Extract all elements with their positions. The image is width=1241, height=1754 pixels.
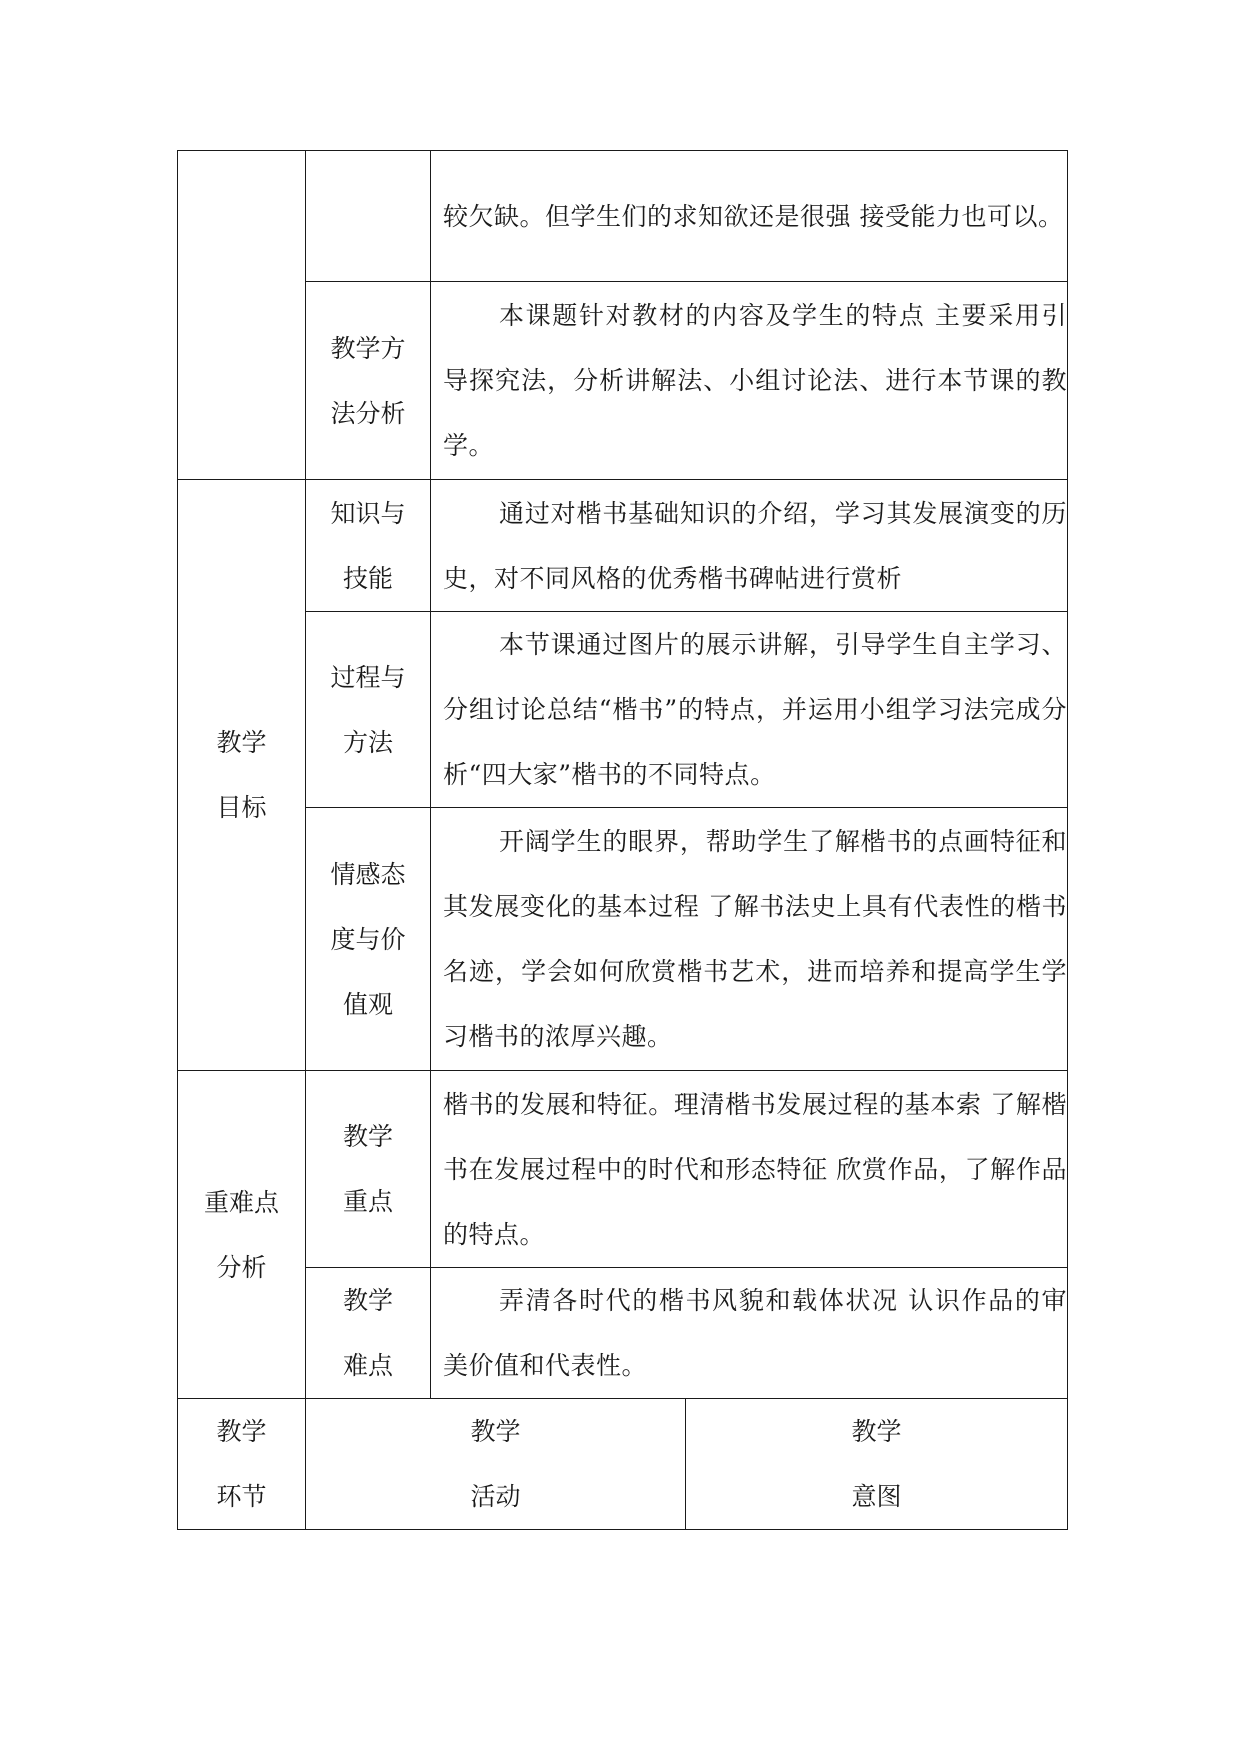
goal-text: 开阔学生的眼界，帮助学生了解楷书的点画特征和其发展变化的基本过程 了解书法史上具有代表性的楷书名迹，学会如何欣赏楷书艺术，进而培养和提高学生学习楷书的浓厚兴趣。 [443,827,1068,1051]
footer-col1: 教学 环节 [216,1417,267,1511]
goal-label: 知识与 技能 [330,498,406,593]
content-cell [431,282,1068,480]
difficulties-category: 重难点 分析 [203,1187,279,1282]
difficulty-label: 教学 难点 [342,1286,393,1380]
goal-label: 过程与 方法 [330,662,406,757]
subcategory-cell [306,282,431,480]
goals-category: 教学 目标 [216,728,267,822]
content-cell [431,151,1068,282]
subcategory-cell [306,612,431,808]
goal-text: 通过对楷书基础知识的介绍，学习其发展演变的历史，对不同风格的优秀楷书碑帖进行赏析 [443,498,1068,593]
subcategory-cell-empty [306,151,431,282]
header-cell [686,1399,1068,1530]
category-cell [178,1071,306,1399]
subcategory-cell [306,1071,431,1268]
content-cell [431,1071,1068,1268]
method-label: 教学方 法分析 [330,333,406,428]
content-cell [431,808,1068,1071]
difficulty-label: 教学 重点 [342,1122,393,1216]
table-row [178,808,1068,1071]
table-row [178,1071,1068,1268]
method-text: 本课题针对教材的内容及学生的特点 主要采用引导探究法，分析讲解法、小组讨论法、进行本节课的教学。 [443,301,1068,460]
content-cell [431,1268,1068,1399]
goal-label: 情感态 度与价 值观 [330,859,406,1019]
content-cell [431,480,1068,612]
lesson-plan-table [177,150,1068,1530]
content-cell [431,612,1068,808]
subcategory-cell [306,808,431,1071]
subcategory-cell [306,480,431,612]
difficulty-text: 楷书的发展和特征。理清楷书发展过程的基本索 了解楷书在发展过程中的时代和形态特征 欣赏作品，了解作品的特点。 [443,1089,1068,1249]
continuation-text: 较欠缺。但学生们的求知欲还是很强 接受能力也可以。 [443,201,1064,231]
table-row [178,282,1068,480]
table-row [178,1268,1068,1399]
goal-text: 本节课通过图片的展示讲解，引导学生自主学习、分组讨论总结“楷书”的特点，并运用小组学习法完成分析“四大家”楷书的不同特点。 [443,630,1068,789]
footer-col2: 教学 活动 [470,1417,521,1511]
table-row [178,480,1068,612]
category-cell-empty [178,151,306,480]
table-row [178,151,1068,282]
table-row [178,1399,1068,1530]
footer-col3: 教学 意图 [851,1417,902,1511]
category-cell [178,480,306,1071]
subcategory-cell [306,1268,431,1399]
table-row [178,612,1068,808]
difficulty-text: 弄清各时代的楷书风貌和载体状况 认识作品的审美价值和代表性。 [443,1286,1068,1380]
header-cell [178,1399,306,1530]
header-cell [306,1399,686,1530]
